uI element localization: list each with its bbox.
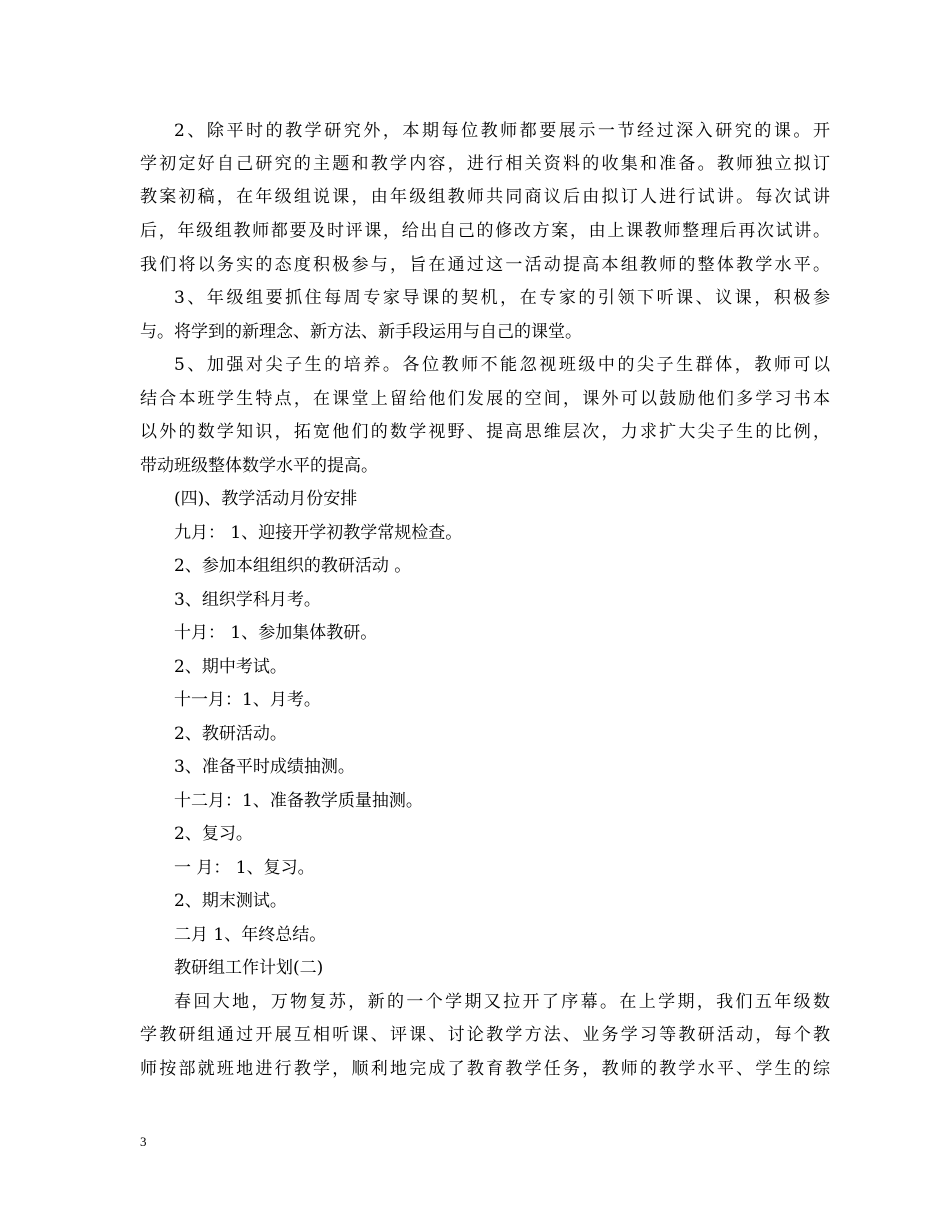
section-heading: 教研组工作计划(二) bbox=[174, 958, 324, 978]
text-line: 师按部就班地进行教学，顺利地完成了教育教学任务，教师的教学水平、学生的综 bbox=[140, 1059, 830, 1079]
schedule-item: 2、复习。 bbox=[174, 824, 253, 844]
schedule-item: 一 月： 1、复习。 bbox=[174, 858, 315, 878]
schedule-item: 九月： 1、迎接开学初教学常规检查。 bbox=[174, 523, 463, 543]
schedule-item: 二月 1、年终总结。 bbox=[174, 925, 327, 945]
schedule-item: 十月： 1、参加集体教研。 bbox=[174, 623, 378, 643]
text-line: 带动班级整体数学水平的提高。 bbox=[140, 456, 378, 476]
text-line: 3、年级组要抓住每周专家导课的契机，在专家的引领下听课、议课，积极参 bbox=[174, 288, 830, 308]
schedule-item: 3、组织学科月考。 bbox=[174, 590, 321, 610]
text-line: 2、除平时的教学研究外，本期每位教师都要展示一节经过深入研究的课。开 bbox=[174, 121, 830, 141]
schedule-item: 2、参加本组组织的教研活动 。 bbox=[174, 556, 412, 576]
text-line: 5、加强对尖子生的培养。各位教师不能忽视班级中的尖子生群体，教师可以 bbox=[174, 355, 830, 375]
text-line: 春回大地，万物复苏，新的一个学期又拉开了序幕。在上学期，我们五年级数 bbox=[174, 992, 830, 1012]
text-line: 后，年级组教师都要及时评课，给出自己的修改方案，由上课教师整理后再次试讲。 bbox=[140, 221, 830, 241]
schedule-item: 十二月：1、准备教学质量抽测。 bbox=[174, 791, 423, 811]
text-line: 学初定好自己研究的主题和教学内容，进行相关资料的收集和准备。教师独立拟订 bbox=[140, 154, 830, 174]
text-line: 结合本班学生特点，在课堂上留给他们发展的空间，课外可以鼓励他们多学习书本 bbox=[140, 389, 830, 409]
text-line: 教案初稿，在年级组说课，由年级组教师共同商议后由拟订人进行试讲。每次试讲 bbox=[140, 187, 830, 207]
text-line: 我们将以务实的态度积极参与，旨在通过这一活动提高本组教师的整体教学水平。 bbox=[140, 255, 830, 275]
schedule-item: 十一月：1、月考。 bbox=[174, 690, 321, 710]
section-heading: (四)、教学活动月份安排 bbox=[174, 489, 358, 509]
text-line: 以外的数学知识，拓宽他们的数学视野、提高思维层次，力求扩大尖子生的比例， bbox=[140, 422, 830, 442]
text-line: 学教研组通过开展互相听课、评课、讨论教学方法、业务学习等教研活动，每个教 bbox=[140, 1025, 830, 1045]
schedule-item: 2、教研活动。 bbox=[174, 724, 287, 744]
page-number: 3 bbox=[140, 1134, 147, 1149]
schedule-item: 2、期中考试。 bbox=[174, 657, 287, 677]
schedule-item: 3、准备平时成绩抽测。 bbox=[174, 757, 355, 777]
text-line: 与。将学到的新理念、新方法、新手段运用与自己的课堂。 bbox=[140, 322, 582, 342]
schedule-item: 2、期末测试。 bbox=[174, 891, 287, 911]
